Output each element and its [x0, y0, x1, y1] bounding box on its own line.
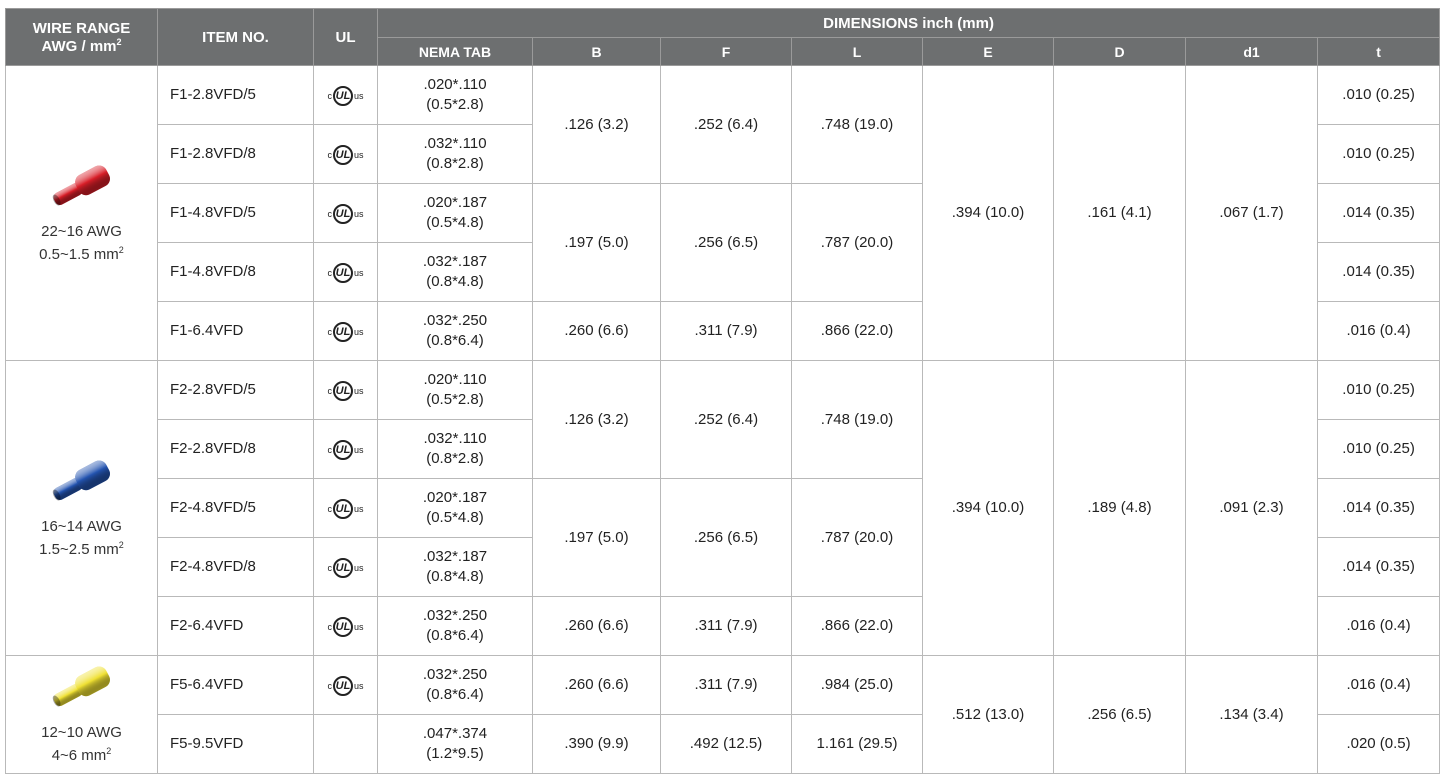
ul-cell: [314, 479, 378, 538]
ul-c-mark: c: [327, 208, 332, 219]
ul-c-mark: c: [327, 680, 332, 691]
dim-l: .787 (20.0): [792, 184, 923, 302]
dim-f: .252 (6.4): [661, 361, 792, 479]
ul-us-mark: us: [353, 562, 364, 573]
dim-t: .014 (0.35): [1318, 243, 1440, 302]
wire-range-header-line2: AWG / mm: [41, 37, 117, 55]
dim-d1: .134 (3.4): [1186, 656, 1318, 774]
dim-f: .311 (7.9): [661, 656, 792, 715]
nema-tab-mm: (0.5*2.8): [426, 96, 484, 113]
ul-cell: [314, 243, 378, 302]
nema-tab-inch: .032*.110: [423, 430, 487, 447]
ul-cell: [314, 715, 378, 774]
dim-t: .010 (0.25): [1318, 66, 1440, 125]
item-number: F2-6.4VFD: [158, 597, 314, 656]
dim-b: .260 (6.6): [533, 656, 661, 715]
mm-range-sup: 2: [118, 539, 124, 550]
dim-b: .260 (6.6): [533, 302, 661, 361]
dim-b: .260 (6.6): [533, 597, 661, 656]
ul-listed-icon: [327, 440, 363, 460]
awg-range: 22~16 AWG: [41, 222, 122, 240]
ul-listed-icon: [327, 322, 363, 342]
ul-circle-mark: UL: [333, 558, 353, 578]
ul-circle-mark: UL: [333, 145, 353, 165]
nema-tab-inch: .020*.110: [423, 371, 487, 388]
mm-range: 1.5~2.5 mm: [39, 540, 119, 558]
dim-t: .010 (0.25): [1318, 420, 1440, 479]
nema-tab-mm: (0.5*4.8): [426, 509, 484, 526]
ul-cell: [314, 420, 378, 479]
dim-t: .016 (0.4): [1318, 597, 1440, 656]
nema-tab-mm: (0.5*2.8): [426, 391, 484, 408]
mm-range-sup: 2: [118, 244, 124, 255]
dim-t: .010 (0.25): [1318, 361, 1440, 420]
ul-c-mark: c: [327, 621, 332, 632]
nema-tab-inch: .020*.110: [423, 76, 487, 93]
ul-circle-mark: UL: [333, 86, 353, 106]
nema-tab-mm: (0.8*4.8): [426, 273, 484, 290]
dim-b: .126 (3.2): [533, 66, 661, 184]
item-number: F1-2.8VFD/5: [158, 66, 314, 125]
nema-tab-mm: (0.8*2.8): [426, 155, 484, 172]
dim-b: .197 (5.0): [533, 479, 661, 597]
ul-listed-icon: [327, 558, 363, 578]
nema-tab-cell: [378, 479, 533, 538]
table-row: [6, 656, 1440, 715]
nema-tab-mm: (0.8*6.4): [426, 686, 484, 703]
t-header: t: [1318, 38, 1440, 66]
ul-c-mark: c: [327, 267, 332, 278]
item-number: F5-9.5VFD: [158, 715, 314, 774]
ul-us-mark: us: [353, 267, 364, 278]
ul-cell: [314, 184, 378, 243]
ul-c-mark: c: [327, 503, 332, 514]
nema-tab-inch: .047*.374: [422, 725, 488, 742]
wire-range-header: [6, 9, 158, 66]
ul-cell: [314, 66, 378, 125]
ul-listed-icon: [327, 617, 363, 637]
ul-us-mark: us: [353, 149, 364, 160]
wire-range-cell: [6, 656, 158, 774]
ul-us-mark: us: [353, 326, 364, 337]
dim-t: .016 (0.4): [1318, 302, 1440, 361]
ul-listed-icon: [327, 204, 363, 224]
nema-tab-mm: (0.8*4.8): [426, 568, 484, 585]
dim-d1: .067 (1.7): [1186, 66, 1318, 361]
ul-cell: [314, 361, 378, 420]
nema-tab-inch: .032*.250: [422, 607, 488, 624]
awg-range: 12~10 AWG: [41, 724, 122, 741]
dim-t: .010 (0.25): [1318, 125, 1440, 184]
wire-range-cell: [6, 66, 158, 361]
item-number: F5-6.4VFD: [158, 656, 314, 715]
nema-tab-cell: [378, 656, 533, 715]
ul-us-mark: us: [353, 208, 364, 219]
table-row: [6, 66, 1440, 125]
dim-t: .020 (0.5): [1318, 715, 1440, 774]
wire-range-header-sup: 2: [116, 36, 122, 47]
nema-tab-cell: [378, 715, 533, 774]
item-number: F1-4.8VFD/8: [158, 243, 314, 302]
ul-circle-mark: UL: [333, 676, 353, 696]
ul-cell: [314, 656, 378, 715]
ul-circle-mark: UL: [333, 263, 353, 283]
dim-l: .866 (22.0): [792, 302, 923, 361]
nema-tab-cell: [378, 597, 533, 656]
nema-tab-inch: .032*.250: [422, 312, 488, 329]
dimensions-header: DIMENSIONS inch (mm): [378, 9, 1440, 38]
nema-tab-mm: (0.8*6.4): [426, 627, 484, 644]
nema-tab-cell: [378, 302, 533, 361]
dim-f: .311 (7.9): [661, 302, 792, 361]
dim-d1: .091 (2.3): [1186, 361, 1318, 656]
ul-cell: [314, 597, 378, 656]
item-number: F1-6.4VFD: [158, 302, 314, 361]
ul-circle-mark: UL: [333, 381, 353, 401]
table-row: [6, 361, 1440, 420]
dim-e: .394 (10.0): [923, 361, 1054, 656]
nema-tab-inch: .032*.187: [422, 548, 488, 565]
nema-tab-cell: [378, 243, 533, 302]
terminal-connector-icon: [47, 664, 117, 710]
dim-f: .252 (6.4): [661, 66, 792, 184]
nema-tab-mm: (0.8*6.4): [426, 332, 484, 349]
dim-l: .866 (22.0): [792, 597, 923, 656]
ul-c-mark: c: [327, 562, 332, 573]
dim-l: 1.161 (29.5): [792, 715, 923, 774]
dim-e: .394 (10.0): [923, 66, 1054, 361]
nema-tab-cell: [378, 361, 533, 420]
d1-header: d1: [1186, 38, 1318, 66]
ul-listed-icon: [327, 263, 363, 283]
terminal-connector-icon: [47, 458, 117, 504]
dim-l: .748 (19.0): [792, 361, 923, 479]
item-number: F2-4.8VFD/8: [158, 538, 314, 597]
d-header: D: [1054, 38, 1186, 66]
ul-header: UL: [314, 9, 378, 66]
ul-c-mark: c: [327, 326, 332, 337]
dim-b: .126 (3.2): [533, 361, 661, 479]
ul-circle-mark: UL: [333, 322, 353, 342]
nema-tab-header: NEMA TAB: [378, 38, 533, 66]
ul-us-mark: us: [353, 385, 364, 396]
table-body: [6, 66, 1440, 774]
b-header: B: [533, 38, 661, 66]
dim-t: .016 (0.4): [1318, 656, 1440, 715]
ul-cell: [314, 302, 378, 361]
dim-t: .014 (0.35): [1318, 479, 1440, 538]
ul-circle-mark: UL: [333, 204, 353, 224]
terminal-connector-icon: [47, 163, 117, 209]
ul-c-mark: c: [327, 385, 332, 396]
nema-tab-cell: [378, 538, 533, 597]
nema-tab-inch: .032*.250: [422, 666, 488, 683]
ul-us-mark: us: [353, 680, 364, 691]
item-number: F2-2.8VFD/5: [158, 361, 314, 420]
ul-listed-icon: [327, 86, 363, 106]
dim-f: .256 (6.5): [661, 479, 792, 597]
ul-circle-mark: UL: [333, 499, 353, 519]
dim-e: .512 (13.0): [923, 656, 1054, 774]
nema-tab-inch: .032*.110: [423, 135, 487, 152]
nema-tab-cell: [378, 66, 533, 125]
nema-tab-cell: [378, 125, 533, 184]
wire-range-header-line1: WIRE RANGE: [32, 19, 131, 37]
dim-d: .256 (6.5): [1054, 656, 1186, 774]
item-number: F1-2.8VFD/8: [158, 125, 314, 184]
awg-range: 16~14 AWG: [41, 517, 122, 535]
dim-d: .161 (4.1): [1054, 66, 1186, 361]
ul-circle-mark: UL: [333, 617, 353, 637]
nema-tab-mm: (1.2*9.5): [426, 745, 484, 762]
item-number: F2-2.8VFD/8: [158, 420, 314, 479]
mm-range-sup: 2: [106, 746, 112, 756]
ul-c-mark: c: [327, 90, 332, 101]
item-no-header: ITEM NO.: [158, 9, 314, 66]
dim-b: .197 (5.0): [533, 184, 661, 302]
dim-b: .390 (9.9): [533, 715, 661, 774]
item-number: F2-4.8VFD/5: [158, 479, 314, 538]
ul-cell: [314, 538, 378, 597]
product-spec-table: [5, 8, 1440, 774]
mm-range: 4~6 mm: [51, 747, 107, 764]
dim-l: .984 (25.0): [792, 656, 923, 715]
nema-tab-inch: .032*.187: [422, 253, 488, 270]
dim-l: .787 (20.0): [792, 479, 923, 597]
ul-us-mark: us: [353, 444, 364, 455]
item-number: F1-4.8VFD/5: [158, 184, 314, 243]
f-header: F: [661, 38, 792, 66]
ul-c-mark: c: [327, 149, 332, 160]
dim-f: .256 (6.5): [661, 184, 792, 302]
ul-us-mark: us: [353, 90, 364, 101]
nema-tab-mm: (0.8*2.8): [426, 450, 484, 467]
e-header: E: [923, 38, 1054, 66]
ul-c-mark: c: [327, 444, 332, 455]
dim-d: .189 (4.8): [1054, 361, 1186, 656]
ul-circle-mark: UL: [333, 440, 353, 460]
wire-range-cell: [6, 361, 158, 656]
dim-t: .014 (0.35): [1318, 184, 1440, 243]
dim-l: .748 (19.0): [792, 66, 923, 184]
ul-listed-icon: [327, 381, 363, 401]
mm-range: 0.5~1.5 mm: [39, 245, 119, 263]
ul-listed-icon: [327, 676, 363, 696]
nema-tab-inch: .020*.187: [422, 194, 488, 211]
dim-t: .014 (0.35): [1318, 538, 1440, 597]
nema-tab-cell: [378, 184, 533, 243]
nema-tab-cell: [378, 420, 533, 479]
ul-us-mark: us: [353, 621, 364, 632]
ul-listed-icon: [327, 499, 363, 519]
ul-us-mark: us: [353, 503, 364, 514]
dim-f: .492 (12.5): [661, 715, 792, 774]
ul-listed-icon: [327, 145, 363, 165]
nema-tab-mm: (0.5*4.8): [426, 214, 484, 231]
nema-tab-inch: .020*.187: [422, 489, 488, 506]
ul-cell: [314, 125, 378, 184]
l-header: L: [792, 38, 923, 66]
dim-f: .311 (7.9): [661, 597, 792, 656]
